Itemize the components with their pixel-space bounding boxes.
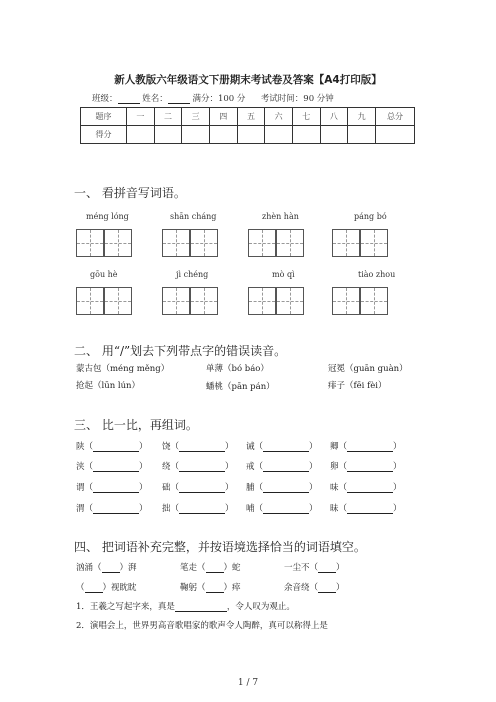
answer-blank[interactable] — [347, 504, 393, 514]
compare-close: ） — [225, 442, 234, 452]
compare-item — [162, 460, 234, 472]
compare-char: 昧（ — [330, 504, 348, 514]
compare-item — [330, 460, 402, 472]
score-cell[interactable] — [127, 126, 155, 144]
answer-blank[interactable] — [179, 483, 225, 493]
writing-grid[interactable] — [332, 229, 360, 257]
reading-item: 蒙古包（méng měng） — [76, 364, 170, 374]
answer-blank[interactable] — [263, 462, 309, 472]
full-score: 满分：100 分 — [192, 94, 246, 104]
compare-close: ） — [139, 442, 148, 452]
writing-grid[interactable] — [162, 287, 190, 315]
pinyin-label: zhèn hàn — [262, 212, 299, 221]
writing-grid[interactable] — [332, 287, 360, 315]
score-table-score-row — [81, 126, 415, 144]
compare-close: ） — [139, 483, 148, 493]
compare-char: 拙（ — [162, 504, 180, 514]
answer-blank[interactable] — [175, 602, 227, 612]
idiom-text: ）视眈眈 — [102, 583, 137, 593]
table-cell: 九 — [348, 108, 376, 126]
answer-blank[interactable] — [93, 462, 139, 472]
table-cell: 得分 — [81, 126, 127, 144]
idiom-text: 鞠躬（ — [180, 583, 206, 593]
compare-item — [330, 502, 402, 514]
compare-item — [330, 440, 402, 452]
score-cell[interactable] — [292, 126, 320, 144]
answer-blank[interactable] — [85, 583, 103, 593]
table-cell: 四 — [209, 108, 237, 126]
idiom-text: ） — [336, 583, 345, 593]
writing-grid[interactable] — [360, 287, 388, 315]
section2-title: 二、 用“/”划去下列带点字的错误读音。 — [74, 344, 287, 358]
compare-char: 味（ — [330, 483, 348, 493]
table-cell: 八 — [320, 108, 348, 126]
answer-blank[interactable] — [93, 483, 139, 493]
writing-grid[interactable] — [190, 287, 218, 315]
compare-item — [246, 502, 318, 514]
idiom-text: ）瘁 — [223, 583, 241, 593]
compare-item — [76, 502, 148, 514]
compare-char: 浃（ — [76, 462, 94, 472]
idiom-text: （ — [76, 583, 85, 593]
exam-time: 考试时间：90 分钟 — [260, 94, 334, 104]
compare-close: ） — [309, 483, 318, 493]
section4-title: 四、 把词语补充完整，并按语境选择恰当的词语填空。 — [74, 540, 366, 554]
compare-item — [76, 440, 148, 452]
reading-item: 单薄（bó báo） — [206, 364, 269, 374]
answer-blank[interactable] — [206, 563, 224, 573]
question-1 — [76, 600, 295, 612]
compare-close: ） — [393, 483, 402, 493]
table-cell: 七 — [292, 108, 320, 126]
compare-close: ） — [139, 504, 148, 514]
answer-blank[interactable] — [206, 583, 224, 593]
compare-close: ） — [393, 442, 402, 452]
score-cell[interactable] — [182, 126, 210, 144]
compare-char: 谓（ — [76, 483, 94, 493]
answer-blank[interactable] — [263, 442, 309, 452]
answer-blank[interactable] — [102, 563, 120, 573]
compare-item — [330, 481, 402, 493]
question-2: 2．演唱会上，世界男高音歌唱家的歌声令人陶醉，真可以称得上是 — [76, 621, 328, 631]
compare-char: 饶（ — [162, 442, 180, 452]
section1-title: 一、 看拼音写词语。 — [74, 186, 186, 200]
score-cell[interactable] — [320, 126, 348, 144]
compare-close: ） — [309, 504, 318, 514]
reading-item: 抢起（lūn lún） — [76, 381, 141, 391]
pinyin-label: méng lóng — [86, 212, 129, 221]
compare-char: 戒（ — [246, 462, 264, 472]
compare-close: ） — [225, 504, 234, 514]
score-table-header-row — [81, 108, 415, 126]
compare-item — [246, 460, 318, 472]
compare-char: 诫（ — [246, 442, 264, 452]
writing-grid[interactable] — [360, 229, 388, 257]
answer-blank[interactable] — [347, 442, 393, 452]
table-cell: 五 — [237, 108, 265, 126]
question-text: ，令人叹为观止。 — [226, 602, 295, 612]
compare-close: ） — [139, 462, 148, 472]
answer-blank[interactable] — [318, 563, 336, 573]
compare-close: ） — [225, 462, 234, 472]
answer-blank[interactable] — [318, 583, 336, 593]
compare-close: ） — [393, 462, 402, 472]
class-blank[interactable] — [118, 94, 140, 104]
idiom-text: 笔走（ — [180, 563, 206, 573]
answer-blank[interactable] — [347, 483, 393, 493]
compare-item — [76, 460, 148, 472]
idiom-item — [180, 561, 241, 573]
pinyin-label: gōu hè — [90, 270, 118, 279]
answer-blank[interactable] — [263, 483, 309, 493]
compare-char: 绕（ — [162, 462, 180, 472]
compare-item — [162, 502, 234, 514]
compare-item — [162, 481, 234, 493]
answer-blank[interactable] — [179, 504, 225, 514]
answer-blank[interactable] — [179, 462, 225, 472]
writing-grid[interactable] — [276, 287, 304, 315]
compare-char: 陕（ — [76, 442, 94, 452]
idiom-item — [76, 561, 137, 573]
writing-grid[interactable] — [104, 229, 132, 257]
score-cell[interactable] — [348, 126, 376, 144]
idiom-item — [284, 561, 345, 573]
class-label: 班级： — [92, 94, 118, 104]
compare-char: 脯（ — [246, 483, 264, 493]
score-cell[interactable] — [209, 126, 237, 144]
name-blank[interactable] — [168, 94, 190, 104]
writing-grid[interactable] — [76, 229, 104, 257]
writing-grid[interactable] — [162, 229, 190, 257]
answer-blank[interactable] — [179, 442, 225, 452]
idiom-text: 汹涌（ — [76, 563, 102, 573]
compare-close: ） — [393, 504, 402, 514]
writing-grid[interactable] — [190, 229, 218, 257]
table-cell: 三 — [182, 108, 210, 126]
table-cell: 总分 — [376, 108, 415, 126]
compare-char: 卿（ — [330, 442, 348, 452]
pinyin-label: tiào zhou — [358, 270, 396, 279]
writing-grid[interactable] — [76, 287, 104, 315]
compare-item — [76, 481, 148, 493]
compare-char: 础（ — [162, 483, 180, 493]
idiom-item — [76, 581, 137, 593]
idiom-text: ）湃 — [119, 563, 137, 573]
compare-close: ） — [225, 483, 234, 493]
writing-grid[interactable] — [104, 287, 132, 315]
answer-blank[interactable] — [93, 442, 139, 452]
reading-item: 冠冕（guān guàn） — [328, 364, 408, 374]
writing-grid[interactable] — [276, 229, 304, 257]
compare-close: ） — [309, 442, 318, 452]
answer-blank[interactable] — [93, 504, 139, 514]
idiom-item — [180, 581, 241, 593]
reading-item: 蟠桃（pān pán） — [206, 382, 275, 392]
score-cell[interactable] — [265, 126, 293, 144]
answer-blank[interactable] — [263, 504, 309, 514]
compare-close: ） — [309, 462, 318, 472]
idiom-text: ） — [336, 563, 345, 573]
table-cell: 六 — [265, 108, 293, 126]
compare-item — [246, 440, 318, 452]
idiom-text: 一尘不（ — [284, 563, 319, 573]
idiom-text: 余音绕（ — [284, 583, 319, 593]
page-number: 1 / 7 — [237, 678, 259, 688]
reading-item: 痱子（fēi fèi） — [328, 381, 387, 391]
exam-info — [92, 92, 334, 104]
table-cell: 二 — [154, 108, 182, 126]
writing-grid[interactable] — [248, 229, 276, 257]
compare-item — [162, 440, 234, 452]
compare-char: 哺（ — [246, 504, 264, 514]
question-text: 1．王羲之写起字来，真是 — [76, 602, 175, 612]
score-cell[interactable] — [376, 126, 415, 144]
pinyin-label: mò qì — [272, 270, 295, 279]
compare-char: 渭（ — [76, 504, 94, 514]
pinyin-label: shān cháng — [170, 212, 217, 221]
name-label: 姓名： — [142, 94, 168, 104]
answer-blank[interactable] — [347, 462, 393, 472]
idiom-item — [284, 581, 345, 593]
compare-item — [246, 481, 318, 493]
page-title: 新人教版六年级语文下册期末考试卷及答案【A4打印版】 — [114, 74, 382, 86]
section3-title: 三、 比一比，再组词。 — [74, 418, 198, 432]
score-table — [80, 107, 415, 144]
pinyin-label: jì chéng — [176, 270, 209, 279]
score-cell[interactable] — [154, 126, 182, 144]
pinyin-label: páng bó — [354, 212, 387, 221]
table-cell: 一 — [127, 108, 155, 126]
compare-char: 卵（ — [330, 462, 348, 472]
writing-grid[interactable] — [248, 287, 276, 315]
score-cell[interactable] — [237, 126, 265, 144]
table-cell: 题序 — [81, 108, 127, 126]
idiom-text: ）蛇 — [223, 563, 241, 573]
